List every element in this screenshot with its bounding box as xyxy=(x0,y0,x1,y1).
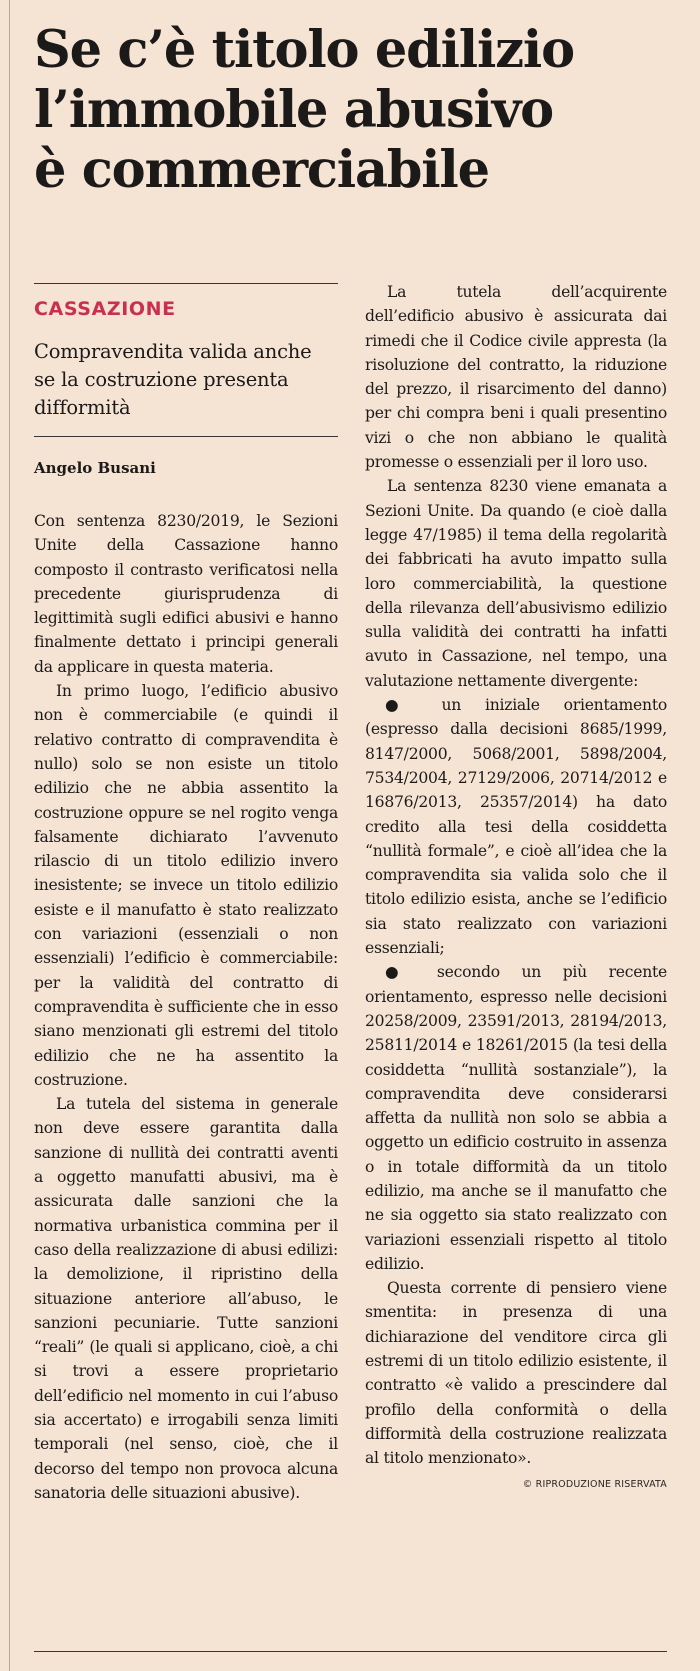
paragraph: In primo luogo, l’edificio abusivo non è commerciabile (e quindi il relativo contratto di compravendita è nullo) solo se non esiste un titolo edilizio che ne abbia assentito la costruzione oppure se nel rogito venga falsamente dichiarato l’avvenuto rilascio di un titolo edilizio invero inesistente; se invece un titolo edilizio esiste e il manufatto è stato realizzato con variazioni (essenziali o non essenziali) l’edificio è commerciabile: per la validità del contratto di compravendita è sufficiente che in esso siano menzionati gli estremi del titolo edilizio che ne ha assentito la costruzione. xyxy=(34,682,338,1089)
section-kicker: CASSAZIONE xyxy=(34,298,176,320)
paragraph: Con sentenza 8230/2019, le Sezioni Unite della Cassazione hanno composto il contrasto verificatosi nella precedente giurisprudenza di legittimità sugli edifici abusivi e hanno finalmente dettato i principi generali da applicare in questa materia. xyxy=(34,512,338,676)
bullet-paragraph: ● secondo un più recente orientamento, espresso nelle decisioni 20258/2009, 23591/2013, 28194/2013, 25811/2014 e 18261/2015 (la tesi della cosiddetta “nullità sostanziale”), la compravendita deve considerarsi affetta da nullità non solo se abbia a oggetto un edificio costruito in assenza o in totale difformità da un titolo edilizio, ma anche se il manufatto che ne sia oggetto sia stato realizzato con variazioni essenziali rispetto al titolo edilizio. xyxy=(365,963,667,1273)
paragraph: Questa corrente di pensiero viene smentita: in presenza di una dichiarazione del venditore circa gli estremi di un titolo edilizio esistente, il contratto «è valido a prescindere dal profilo della conformità o della difformità della costruzione realizzata al titolo menzionato». xyxy=(365,1279,667,1468)
headline-line-2: l’immobile abusivo xyxy=(34,80,553,140)
right-body-text xyxy=(365,280,667,1471)
left-body-text xyxy=(34,509,338,1505)
subtitle: Compravendita valida anche se la costruzione presenta difformità xyxy=(34,340,312,419)
author-byline: Angelo Busani xyxy=(34,459,156,477)
paragraph: La tutela del sistema in generale non deve essere garantita dalla sanzione di nullità dei contratti aventi a oggetto manufatti abusivi, ma è assicurata dalle sanzioni che la normativa urbanistica commina per il caso della realizzazione di abusi edilizi: la demolizione, il ripristino della situazione anteriore all’abuso, le sanzioni pecuniarie. Tutte sanzioni “reali” (le quali si applicano, cioè, a chi si trovi a essere proprietario dell’edificio nel momento in cui l’abuso sia accertato) e irrogabili senza limiti temporali (nel senso, cioè, che il decorso del tempo non provoca alcuna sanatoria delle situazioni abusive). xyxy=(34,1095,338,1502)
headline-line-1: Se c’è titolo edilizio xyxy=(34,20,574,80)
bottom-rule xyxy=(34,1651,667,1652)
paragraph: La sentenza 8230 viene emanata a Sezioni Unite. Da quando (e cioè dalla legge 47/1985) il tema della regolarità dei fabbricati ha avuto impatto sulla loro commerciabilità, la questione della rilevanza dell’abusivismo edilizio sulla validità dei contratti ha infatti avuto in Cassazione, nel tempo, una valutazione nettamente divergente: xyxy=(365,477,667,690)
bullet-paragraph: ● un iniziale orientamento (espresso dalla decisioni 8685/1999, 8147/2000, 5068/2001, 5898/2004, 7534/2004, 27129/2006, 20714/2012 e 16876/2013, 25357/2014) ha dato credito alla tesi della cosiddetta “nullità formale”, e cioè all’idea che la compravendita sia valida solo che il titolo edilizio esista, anche se l’edificio sia stato realizzato con variazioni essenziali; xyxy=(365,696,667,958)
paragraph: La tutela dell’acquirente dell’edificio abusivo è assicurata dai rimedi che il Codice civile appresta (la risoluzione del contratto, la riduzione del prezzo, il risarcimento del danno) per chi compra beni i quali presentino vizi o che non abbiano le qualità promesse o essenziali per il loro uso. xyxy=(365,283,667,472)
page-left-rule xyxy=(9,0,10,1671)
kicker-top-rule xyxy=(34,283,338,284)
subtitle-bottom-rule xyxy=(34,436,338,437)
headline xyxy=(34,20,674,200)
headline-line-3: è commerciabile xyxy=(34,140,489,200)
copyright-notice: © RIPRODUZIONE RISERVATA xyxy=(522,1478,667,1490)
left-column xyxy=(34,283,338,1505)
right-column xyxy=(365,280,667,1490)
